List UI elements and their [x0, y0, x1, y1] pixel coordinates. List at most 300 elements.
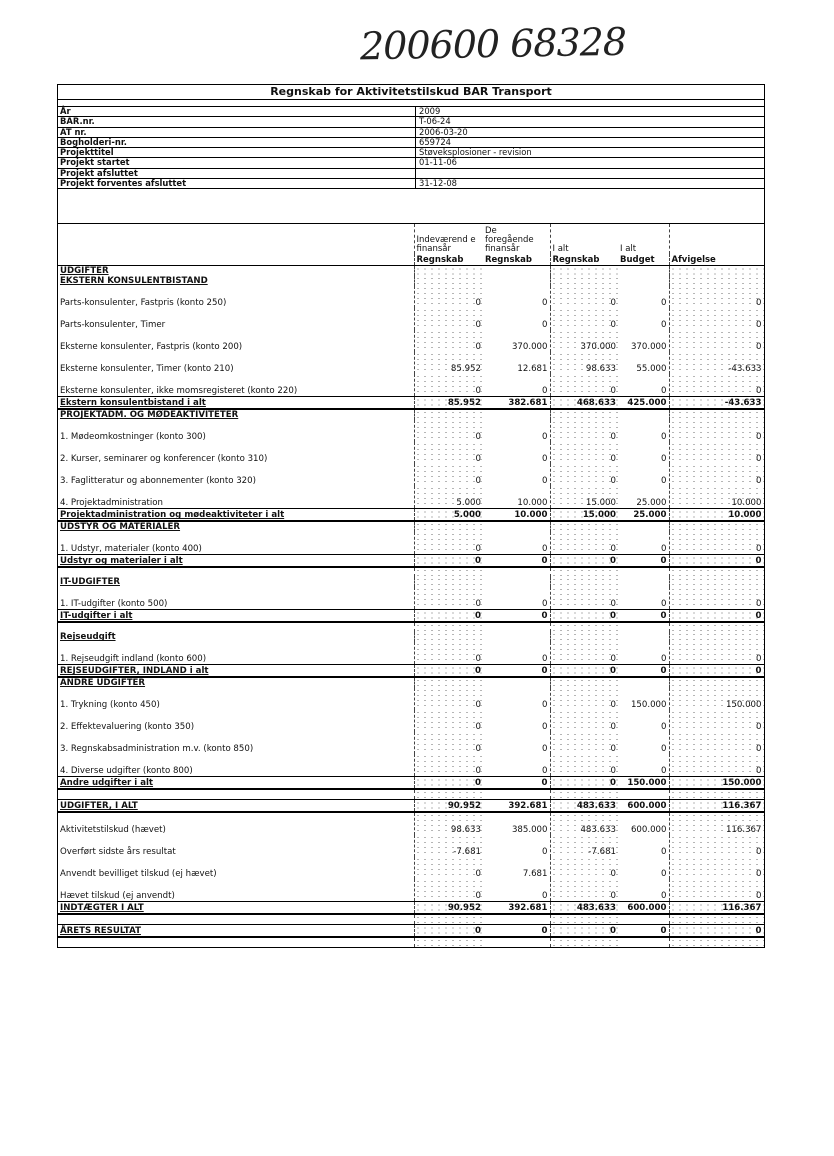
cell-deviation: 0 [669, 754, 764, 777]
cell-total-accounts: 370.000 [550, 330, 618, 352]
row-label: Ekstern konsulentbistand i alt [58, 397, 414, 410]
cell-total-budget: 0 [661, 386, 667, 397]
cell-deviation: -43.633 [669, 397, 764, 410]
section-header-row [58, 266, 764, 277]
info-label: Projekttitel [60, 147, 114, 158]
info-value: 01-11-06 [415, 158, 765, 168]
header-previous-years: De foregående finansår [485, 226, 534, 255]
cell-total-accounts: 0 [550, 857, 618, 879]
project-info-block [58, 107, 764, 189]
cell-total-accounts: 483.633 [550, 812, 618, 835]
cell-current-year: 0 [414, 642, 483, 665]
cell-total-accounts: -7.681 [550, 835, 618, 857]
row-label [58, 567, 414, 577]
cell-previous-years: 7.681 [522, 869, 548, 880]
blank-section [58, 189, 764, 224]
cell-total-accounts: 0 [550, 642, 618, 665]
header-regnskab-1: Regnskab [414, 254, 483, 266]
line-item-row [58, 286, 764, 308]
cell-deviation: -43.633 [669, 352, 764, 374]
cell-deviation [669, 567, 764, 577]
info-row [58, 179, 764, 189]
cell-deviation [669, 266, 764, 277]
cell-deviation [669, 577, 764, 587]
cell-total-budget: 0 [661, 454, 667, 465]
cell-previous-years: 0 [542, 320, 548, 331]
cell-previous-years: 0 [542, 298, 548, 309]
cell-previous-years: 392.681 [483, 800, 550, 813]
cell-total-budget: 0 [661, 432, 667, 443]
line-item-row [58, 420, 764, 442]
total-row [58, 509, 764, 522]
line-item-row [58, 754, 764, 777]
cell-deviation: 150.000 [669, 777, 764, 790]
cell-deviation [669, 521, 764, 532]
info-label: År [60, 106, 71, 116]
cell-deviation: 0 [669, 835, 764, 857]
cell-total-accounts [550, 577, 618, 587]
cell-total-budget [618, 521, 669, 532]
info-value: 2006-03-20 [415, 128, 765, 138]
row-label: Overført sidste års resultat [60, 847, 176, 858]
cell-deviation: 116.367 [669, 800, 764, 813]
info-label: BAR.nr. [60, 116, 95, 127]
cell-total-accounts: 0 [550, 532, 618, 555]
cell-total-budget: 25.000 [618, 509, 669, 522]
cell-total-accounts [550, 409, 618, 420]
cell-total-accounts: 0 [550, 374, 618, 397]
cell-previous-years: 0 [542, 432, 548, 443]
row-label: 2. Effektevaluering (konto 350) [60, 722, 195, 733]
info-value: Støveksplosioner - revision [415, 148, 765, 158]
info-label: AT nr. [60, 126, 87, 137]
cell-total-budget: 55.000 [636, 364, 667, 375]
cell-total-budget [618, 914, 669, 925]
cell-current-year: 0 [414, 420, 483, 442]
section-header-row [58, 632, 764, 642]
total-row [58, 925, 764, 938]
cell-deviation: 0 [669, 857, 764, 879]
row-label: Udstyr og materialer i alt [58, 555, 414, 568]
cell-previous-years [483, 622, 550, 632]
cell-current-year [414, 577, 483, 587]
header-total-budget: I alt [620, 244, 637, 255]
cell-current-year [414, 789, 483, 800]
line-item-row [58, 879, 764, 902]
row-label: EKSTERN KONSULENTBISTAND [60, 276, 208, 287]
row-label: Rejseudgift [60, 632, 116, 643]
cell-total-budget: 0 [618, 925, 669, 938]
cell-total-accounts [550, 567, 618, 577]
cell-previous-years [483, 577, 550, 587]
cell-total-accounts: 468.633 [550, 397, 618, 410]
cell-total-budget: 150.000 [630, 700, 667, 711]
cell-total-accounts [550, 266, 618, 277]
cell-current-year [414, 521, 483, 532]
cell-total-accounts: 483.633 [550, 902, 618, 915]
cell-deviation: 10.000 [669, 486, 764, 509]
cell-previous-years: 385.000 [511, 825, 548, 836]
blank-row [58, 622, 764, 632]
cell-total-budget [618, 567, 669, 577]
section-header-row [58, 677, 764, 688]
cell-previous-years: 0 [483, 610, 550, 623]
cell-total-budget [618, 409, 669, 420]
cell-deviation: 0 [669, 710, 764, 732]
line-item-row [58, 308, 764, 330]
total-row [58, 397, 764, 410]
cell-total-budget: 0 [661, 476, 667, 487]
info-label: Bogholderi-nr. [60, 136, 127, 147]
cell-current-year [414, 937, 483, 947]
cell-previous-years: 10.000 [483, 509, 550, 522]
cell-current-year: 0 [414, 330, 483, 352]
cell-deviation: 0 [669, 330, 764, 352]
blank-row [58, 567, 764, 577]
cell-current-year: 0 [414, 442, 483, 464]
cell-current-year [414, 622, 483, 632]
cell-deviation: 0 [669, 610, 764, 623]
cell-deviation: 0 [669, 420, 764, 442]
cell-total-accounts [550, 677, 618, 688]
cell-previous-years [483, 789, 550, 800]
accounting-sheet [57, 84, 765, 948]
row-label: Parts-konsulenter, Fastpris (konto 250) [60, 298, 227, 309]
cell-previous-years [483, 677, 550, 688]
header-total-accounts: I alt [550, 224, 618, 254]
total-row [58, 610, 764, 623]
cell-deviation [669, 914, 764, 925]
cell-previous-years: 12.681 [517, 364, 548, 375]
header-budget: Budget [618, 254, 669, 266]
cell-deviation: 150.000 [669, 688, 764, 710]
cell-total-budget: 0 [661, 544, 667, 555]
line-item-row [58, 330, 764, 352]
cell-total-accounts: 0 [550, 308, 618, 330]
cell-current-year: 0 [414, 879, 483, 902]
row-label: Aktivitetstilskud (hævet) [60, 825, 166, 836]
cell-total-budget: 25.000 [636, 498, 667, 509]
info-value [415, 169, 765, 179]
cell-current-year: 90.952 [414, 800, 483, 813]
line-item-row [58, 688, 764, 710]
cell-total-budget: 0 [661, 654, 667, 665]
cell-current-year: 0 [414, 286, 483, 308]
line-item-row [58, 642, 764, 665]
cell-total-budget: 0 [661, 722, 667, 733]
cell-previous-years [483, 632, 550, 642]
cell-total-budget: 370.000 [630, 342, 667, 353]
cell-total-budget [618, 632, 669, 642]
row-label: 2. Kurser, seminarer og konferencer (konto 310) [60, 454, 268, 465]
cell-current-year: 0 [414, 710, 483, 732]
cell-total-accounts: 0 [550, 464, 618, 486]
cell-deviation: 0 [669, 879, 764, 902]
row-label: Anvendt bevilliget tilskud (ej hævet) [60, 869, 217, 880]
cell-previous-years [483, 276, 550, 286]
row-label: IT-udgifter i alt [58, 610, 414, 623]
row-label [58, 622, 414, 632]
cell-total-budget: 150.000 [618, 777, 669, 790]
cell-total-budget: 425.000 [618, 397, 669, 410]
row-label: ÅRETS RESULTAT [58, 925, 414, 938]
cell-total-accounts [550, 937, 618, 947]
section-header-row [58, 577, 764, 587]
cell-current-year [414, 914, 483, 925]
cell-total-accounts: 0 [550, 286, 618, 308]
cell-total-accounts: 0 [550, 754, 618, 777]
line-item-row [58, 486, 764, 509]
cell-deviation: 10.000 [669, 509, 764, 522]
row-label: 3. Faglitteratur og abonnementer (konto 320) [60, 476, 256, 487]
cell-current-year: 0 [414, 308, 483, 330]
cell-current-year [414, 266, 483, 277]
section-header-row [58, 276, 764, 286]
cell-previous-years [483, 567, 550, 577]
cell-current-year [414, 677, 483, 688]
cell-total-accounts [550, 789, 618, 800]
cell-deviation [669, 409, 764, 420]
info-row [58, 107, 764, 117]
cell-current-year: 5.000 [414, 486, 483, 509]
line-item-row [58, 464, 764, 486]
cell-previous-years [483, 409, 550, 420]
cell-current-year: 85.952 [414, 397, 483, 410]
cell-previous-years: 0 [542, 544, 548, 555]
info-label: Projekt forventes afsluttet [60, 178, 187, 189]
cell-deviation: 0 [669, 732, 764, 754]
cell-current-year [414, 567, 483, 577]
cell-previous-years: 0 [483, 925, 550, 938]
cell-current-year: 0 [414, 532, 483, 555]
row-label: 1. Trykning (konto 450) [60, 700, 160, 711]
row-label: UDGIFTER, I ALT [58, 800, 414, 813]
cell-current-year: 0 [414, 925, 483, 938]
cell-deviation [669, 677, 764, 688]
cell-previous-years: 0 [542, 599, 548, 610]
cell-total-budget: 0 [618, 610, 669, 623]
divider [58, 100, 764, 107]
cell-total-budget: 0 [661, 766, 667, 777]
cell-total-accounts [550, 521, 618, 532]
cell-current-year: 0 [414, 857, 483, 879]
cell-deviation [669, 632, 764, 642]
cell-total-budget: 0 [661, 891, 667, 902]
info-value: T-06-24 [415, 117, 765, 127]
row-label [58, 789, 414, 800]
line-item-row [58, 374, 764, 397]
cell-previous-years: 0 [542, 766, 548, 777]
cell-total-accounts: 0 [550, 925, 618, 938]
cell-current-year: 0 [414, 665, 483, 678]
row-label: Andre udgifter i alt [58, 777, 414, 790]
cell-previous-years [483, 937, 550, 947]
cell-current-year: 0 [414, 555, 483, 568]
row-label: Projektadministration og mødeaktiviteter i alt [58, 509, 414, 522]
cell-total-accounts: 0 [550, 879, 618, 902]
cell-previous-years: 0 [542, 700, 548, 711]
row-label: 3. Regnskabsadministration m.v. (konto 850) [60, 744, 254, 755]
cell-total-accounts: 0 [550, 420, 618, 442]
cell-deviation: 0 [669, 442, 764, 464]
row-label: INDTÆGTER I ALT [58, 902, 414, 915]
cell-total-accounts [550, 622, 618, 632]
cell-previous-years: 0 [483, 555, 550, 568]
cell-current-year: 0 [414, 610, 483, 623]
cell-previous-years [483, 914, 550, 925]
cell-total-accounts: 0 [550, 688, 618, 710]
header-afvigelse: Afvigelse [669, 254, 764, 266]
info-row [58, 117, 764, 127]
cell-previous-years: 0 [542, 744, 548, 755]
info-row [58, 138, 764, 148]
cell-previous-years: 0 [542, 891, 548, 902]
info-label: Projekt afsluttet [60, 167, 138, 178]
cell-deviation: 116.367 [669, 812, 764, 835]
info-value: 2009 [415, 107, 765, 117]
cell-previous-years: 0 [542, 386, 548, 397]
cell-deviation: 0 [669, 665, 764, 678]
cell-deviation: 0 [669, 532, 764, 555]
line-item-row [58, 352, 764, 374]
cell-previous-years: 10.000 [517, 498, 548, 509]
cell-deviation: 0 [669, 587, 764, 610]
cell-total-accounts [550, 632, 618, 642]
cell-previous-years [483, 521, 550, 532]
cell-total-budget: 0 [661, 298, 667, 309]
cell-total-budget: 600.000 [630, 825, 667, 836]
cell-total-budget [618, 266, 669, 277]
row-label: ANDRE UDGIFTER [60, 678, 146, 689]
row-label: PROJEKTADM. OG MØDEAKTIVITETER [60, 410, 239, 421]
cell-previous-years: 370.000 [511, 342, 548, 353]
cell-deviation: 116.367 [669, 902, 764, 915]
cell-current-year: 85.952 [414, 352, 483, 374]
cell-previous-years: 0 [542, 476, 548, 487]
cell-deviation: 0 [669, 374, 764, 397]
cell-current-year: 0 [414, 754, 483, 777]
cell-total-budget [618, 276, 669, 286]
blank-row [58, 937, 764, 947]
line-item-row [58, 857, 764, 879]
cell-total-accounts: 483.633 [550, 800, 618, 813]
cell-total-accounts [550, 914, 618, 925]
cell-current-year: 0 [414, 374, 483, 397]
cell-total-accounts: 15.000 [550, 509, 618, 522]
cell-deviation [669, 937, 764, 947]
cell-current-year: 0 [414, 688, 483, 710]
sheet-title: Regnskab for Aktivitetstilskud BAR Transport [58, 85, 764, 100]
column-header-row-bottom [58, 254, 764, 266]
cell-previous-years: 0 [542, 722, 548, 733]
cell-deviation: 0 [669, 286, 764, 308]
blank-row [58, 789, 764, 800]
cell-current-year [414, 632, 483, 642]
cell-deviation: 0 [669, 925, 764, 938]
row-label: 4. Diverse udgifter (konto 800) [60, 766, 193, 777]
cell-previous-years: 392.681 [483, 902, 550, 915]
cell-total-accounts: 98.633 [550, 352, 618, 374]
info-row [58, 128, 764, 138]
cell-deviation [669, 276, 764, 286]
cell-deviation: 0 [669, 642, 764, 665]
cell-total-accounts: 0 [550, 442, 618, 464]
line-item-row [58, 835, 764, 857]
cell-total-accounts: 15.000 [550, 486, 618, 509]
header-deviation-top [669, 224, 764, 254]
cell-previous-years: 0 [542, 847, 548, 858]
total-row [58, 902, 764, 915]
cell-current-year [414, 276, 483, 286]
cell-previous-years: 0 [483, 665, 550, 678]
header-regnskab-2: Regnskab [483, 254, 550, 266]
line-item-row [58, 587, 764, 610]
cell-deviation [669, 789, 764, 800]
cell-total-budget [618, 937, 669, 947]
row-label [58, 914, 414, 925]
section-header-row [58, 409, 764, 420]
cell-total-accounts: 0 [550, 777, 618, 790]
cell-total-budget: 0 [661, 869, 667, 880]
cell-total-budget [618, 789, 669, 800]
row-label: Eksterne konsulenter, ikke momsregisteret (konto 220) [60, 386, 298, 397]
info-value: 31-12-08 [415, 179, 765, 189]
cell-total-accounts: 0 [550, 665, 618, 678]
cell-previous-years: 0 [542, 454, 548, 465]
info-row [58, 148, 764, 158]
info-value: 659724 [415, 138, 765, 148]
column-header-row-top [58, 224, 764, 254]
cell-total-budget: 600.000 [618, 800, 669, 813]
cell-deviation: 0 [669, 464, 764, 486]
cell-total-budget: 0 [661, 744, 667, 755]
cell-current-year: 0 [414, 587, 483, 610]
cell-current-year: -7.681 [414, 835, 483, 857]
line-item-row [58, 442, 764, 464]
line-item-row [58, 812, 764, 835]
cell-total-budget [618, 577, 669, 587]
row-label: REJSEUDGIFTER, INDLAND i alt [58, 665, 414, 678]
cell-current-year: 0 [414, 732, 483, 754]
row-label: 1. Rejseudgift indland (konto 600) [60, 654, 207, 665]
cell-total-accounts [550, 276, 618, 286]
cell-total-budget: 0 [618, 555, 669, 568]
cell-deviation: 0 [669, 555, 764, 568]
cell-current-year: 98.633 [414, 812, 483, 835]
row-label: Eksterne konsulenter, Fastpris (konto 200) [60, 342, 243, 353]
cell-total-accounts: 0 [550, 710, 618, 732]
total-row [58, 665, 764, 678]
total-row [58, 800, 764, 813]
accounts-table [58, 224, 765, 947]
cell-current-year: 5.000 [414, 509, 483, 522]
info-row [58, 158, 764, 168]
row-label: IT-UDGIFTER [60, 577, 120, 588]
cell-total-budget [618, 677, 669, 688]
cell-total-accounts: 0 [550, 555, 618, 568]
cell-total-accounts: 0 [550, 610, 618, 623]
cell-total-budget: 0 [661, 847, 667, 858]
row-label: 4. Projektadministration [60, 498, 164, 509]
cell-deviation [669, 622, 764, 632]
cell-deviation: 0 [669, 308, 764, 330]
row-label: Parts-konsulenter, Timer [60, 320, 166, 331]
line-item-row [58, 532, 764, 555]
row-label: 1. Mødeomkostninger (konto 300) [60, 432, 206, 443]
info-label: Projekt startet [60, 157, 130, 168]
blank-row [58, 914, 764, 925]
cell-total-budget: 0 [661, 320, 667, 331]
